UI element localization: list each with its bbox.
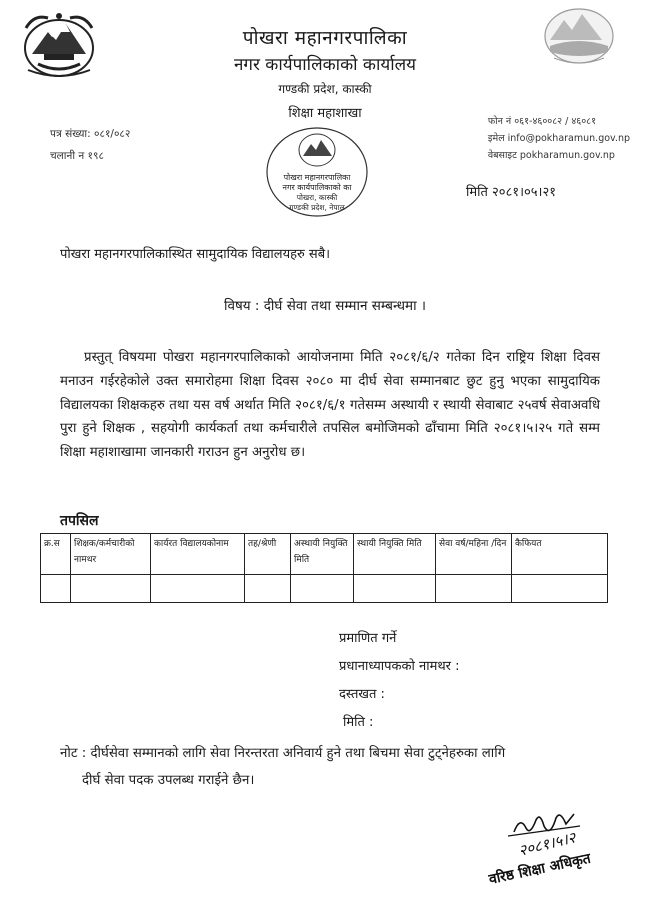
col-remarks: कैफियत [512,534,608,575]
verification-date-field: मिति : [343,715,374,730]
province-line: गण्डकी प्रदेश, कास्की [278,82,372,96]
signature-date: २०८१।५।२ [516,828,578,860]
note-block [60,740,620,794]
reference-number: पत्र संख्या: ०८१/०८२ [50,128,131,140]
table-row [41,575,608,603]
note-line-2: दीर्घ सेवा पदक उपलब्ध गराईने छैन। [82,773,255,788]
table-header-row [41,534,608,575]
details-table [40,533,608,603]
email-text: इमेल info@pokharamun.gov.np [487,133,630,144]
stamp-text-4: गण्डकी प्रदेश, नेपाल [289,203,345,212]
table-cell [151,575,245,603]
note-line-1: नोट : दीर्घसेवा सम्मानको लागि सेवा निरन्तरता अनिवार्य हुने तथा बिचमा सेवा टुट्नेहरुका लागि [60,746,506,761]
office-stamp-icon [258,122,376,222]
headmaster-name-field: प्रधानाध्यापकको नामथर : [339,659,460,674]
table-cell [291,575,354,603]
addressee: पोखरा महानगरपालिकास्थित सामुदायिक विद्यालयहरु सबै। [60,247,331,262]
stamp-text-2: नगर कार्यपालिकाको का [282,183,352,192]
stamp-text-3: पोखरा, कास्की [296,193,338,202]
verification-heading: प्रमाणित गर्ने [339,631,397,646]
office-name: नगर कार्यपालिकाको कार्यालय [233,55,417,75]
letter-date: मिति २०८१।०५।२१ [466,185,556,200]
subject-line: विषय : दीर्घ सेवा तथा सम्मान सम्बन्धमा । [224,298,426,314]
col-school: कार्यरत विद्यालयकोनाम [151,534,245,575]
table-cell [354,575,436,603]
col-level: तह/श्रेणी [245,534,291,575]
phone-text: फोन नं ०६१-४६००८२ / ४६०८१ [487,116,597,127]
col-temp-date: अस्थायी नियुक्ति मिति [291,534,354,575]
col-service: सेवा वर्ष/महिना /दिन [436,534,512,575]
col-sn: क्र.स [41,534,71,575]
table-cell [512,575,608,603]
table-cell [41,575,71,603]
table-title: तपसिल [60,513,99,529]
signatory-title: वरिष्ठ शिक्षा अधिकृत [487,850,593,888]
signature-field: दस्तखत : [339,687,385,702]
table-cell [436,575,512,603]
table-cell [245,575,291,603]
org-name: पोखरा महानगरपालिका [242,27,408,49]
dispatch-number: चलानी न १९८ [50,150,104,162]
contact-block [488,113,630,164]
table-cell [71,575,151,603]
stamp-text-1: पोखरा महानगरपालिका [283,173,351,182]
officer-signature-icon [480,806,620,890]
website-text: वेबसाइट pokharamun.gov.np [487,150,615,161]
col-name: शिक्षक/कर्मचारीको नामथर [71,534,151,575]
body-paragraph: प्रस्तुत् विषयमा पोखरा महानगरपालिकाको आयोजनामा मिति २०८१/६/२ गतेका दिन राष्ट्रिय शिक्षा दिवस मनाउन गईरहेकोले उक्त समारोहमा शिक्षा दिवस २०८० मा दीर्घ सेवा सम्मानबाट छुट हुनु भएका सामुदायिक विद्यालयका शिक्षकहरु तथा यस वर्ष अर्थात मिति २०८१/६/१ गतेसम्म अस्थायी र स्थायी सेवाबाट २५वर्ष सेवाअवधि पुरा हुने शिक्षक , सहयोगी कार्यकर्ता तथा कर्मचारीले तपसिल बमोजिमको ढाँचामा मिति २०८१।५।२५ गते सम्म शिक्षा महाशाखामा जानकारी गराउन हुन अनुरोध छ। [60,350,600,461]
section-name: शिक्षा महाशाखा [288,106,362,121]
col-perm-date: स्थायी नियुक्ति मिति [354,534,436,575]
